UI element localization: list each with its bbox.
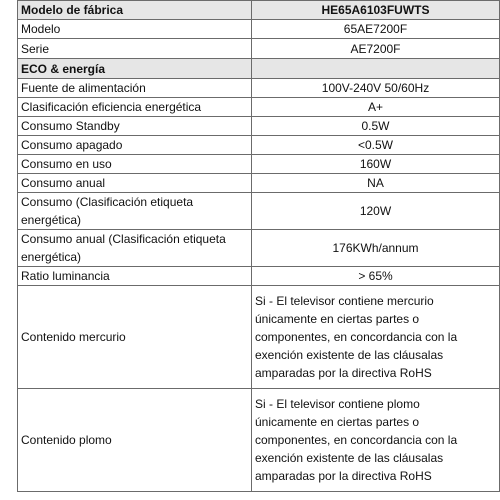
- table-row: [18, 174, 500, 193]
- mercurio-line: exención existente de las cláusalas: [255, 348, 444, 362]
- plomo-line: únicamente en ciertas partes o: [255, 415, 420, 429]
- mercurio-value: [252, 286, 500, 389]
- table-row: [18, 136, 500, 155]
- table-row: [18, 39, 500, 59]
- mercurio-line: amparadas por la directiva RoHS: [255, 366, 432, 380]
- row-value: NA: [252, 174, 500, 193]
- row-label: Consumo anual: [18, 174, 252, 193]
- row-label: Consumo en uso: [18, 155, 252, 174]
- mercurio-label: Contenido mercurio: [18, 286, 252, 389]
- row-value: 160W: [252, 155, 500, 174]
- table-row: [18, 117, 500, 136]
- plomo-line: componentes, en concordancia con la: [255, 433, 458, 447]
- row-label: Fuente de alimentación: [18, 79, 252, 98]
- section-title: ECO & energía: [18, 59, 252, 79]
- row-value: AE7200F: [252, 39, 500, 59]
- table-row: [18, 98, 500, 117]
- row-value: 120W: [252, 193, 500, 230]
- row-value: > 65%: [252, 267, 500, 286]
- section-empty-cell: [252, 59, 500, 79]
- plomo-line: amparadas por la directiva RoHS: [255, 469, 432, 483]
- plomo-line: Si - El televisor contiene plomo: [255, 397, 420, 411]
- mercurio-line: componentes, en concordancia con la: [255, 330, 458, 344]
- section-row: [18, 59, 500, 79]
- mercurio-line: únicamente en ciertas partes o: [255, 312, 420, 326]
- table-row: [18, 155, 500, 174]
- header-label: Modelo de fábrica: [18, 1, 252, 20]
- row-value: 0.5W: [252, 117, 500, 136]
- plomo-label: Contenido plomo: [18, 389, 252, 492]
- table-row: [18, 193, 500, 230]
- table-row: [18, 267, 500, 286]
- row-label: Clasificación eficiencia energética: [18, 98, 252, 117]
- spec-table: [17, 0, 500, 492]
- row-label: Consumo Standby: [18, 117, 252, 136]
- row-value: <0.5W: [252, 136, 500, 155]
- row-label: Consumo (Clasificación etiqueta energética): [18, 193, 252, 230]
- row-value: 176KWh/annum: [252, 230, 500, 267]
- table-row: [18, 20, 500, 39]
- row-label: Modelo: [18, 20, 252, 39]
- row-value: 65AE7200F: [252, 20, 500, 39]
- row-label: Consumo apagado: [18, 136, 252, 155]
- table-row: [18, 286, 500, 389]
- table-row: [18, 79, 500, 98]
- plomo-value: [252, 389, 500, 492]
- plomo-line: exención existente de las cláusalas: [255, 451, 444, 465]
- row-value: 100V-240V 50/60Hz: [252, 79, 500, 98]
- table-row: [18, 230, 500, 267]
- row-label: Ratio luminancia: [18, 267, 252, 286]
- table-row: [18, 389, 500, 492]
- row-label: Serie: [18, 39, 252, 59]
- header-row: [18, 1, 500, 20]
- row-label: Consumo anual (Clasificación etiqueta energética): [18, 230, 252, 267]
- mercurio-line: Si - El televisor contiene mercurio: [255, 294, 434, 308]
- row-value: A+: [252, 98, 500, 117]
- header-value: HE65A6103FUWTS: [252, 1, 500, 20]
